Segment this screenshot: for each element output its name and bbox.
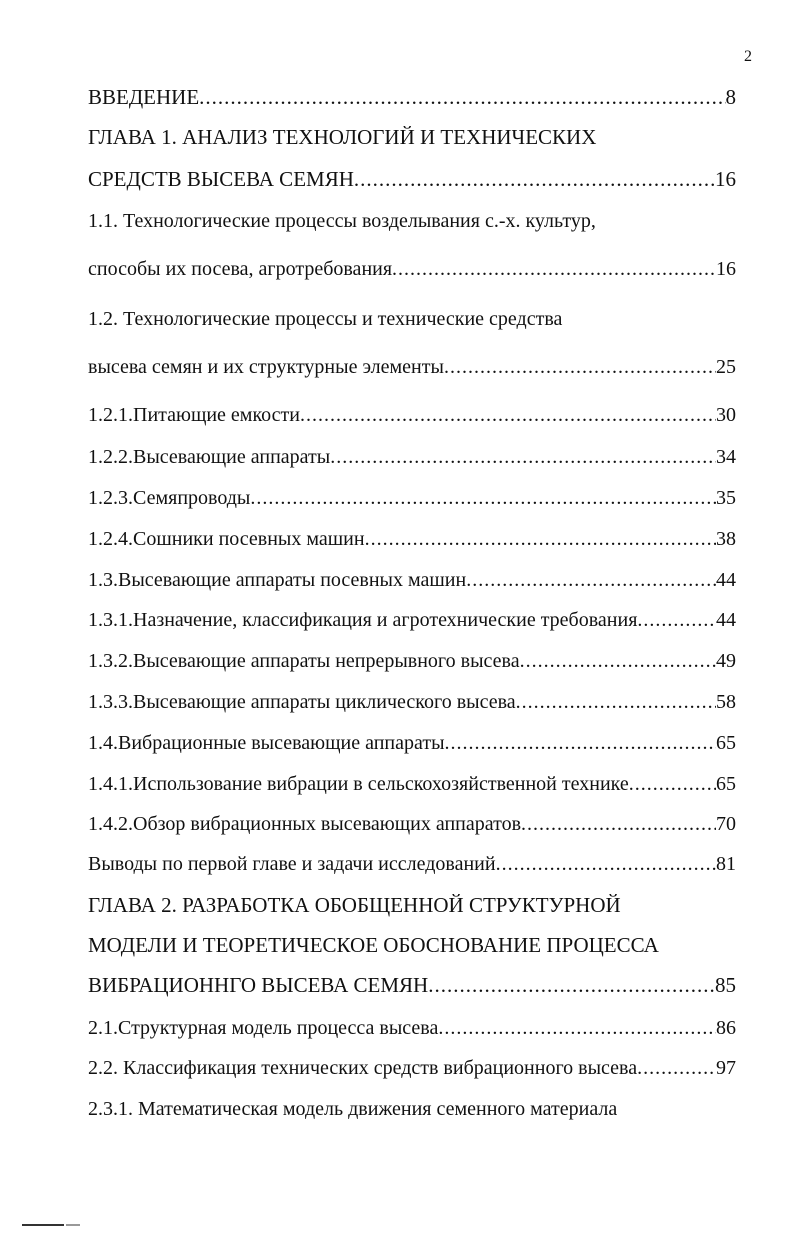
toc-entry xyxy=(88,892,736,918)
toc-entry-page: 86 xyxy=(716,1017,736,1039)
toc-entry xyxy=(88,208,736,234)
dot-leader xyxy=(428,972,715,998)
dot-leader xyxy=(637,607,716,633)
toc-entry xyxy=(88,485,736,511)
toc-entry-page: 44 xyxy=(716,609,736,631)
dot-leader xyxy=(330,444,716,470)
dot-leader xyxy=(516,689,716,715)
toc-entry-page: 65 xyxy=(716,732,736,754)
dot-leader xyxy=(250,485,716,511)
toc-entry-page: 16 xyxy=(715,167,736,191)
toc-entry-page: 58 xyxy=(716,691,736,713)
toc-entry-title: 1.4.Вибрационные высевающие аппараты xyxy=(88,732,445,754)
toc-entry xyxy=(88,648,736,674)
footer-rule-fragment xyxy=(66,1224,80,1226)
toc-entry xyxy=(88,851,736,877)
toc-entry-title: 1.4.2.Обзор вибрационных высевающих аппаратов xyxy=(88,813,522,835)
toc-entry-title: ГЛАВА 2. РАЗРАБОТКА ОБОБЩЕННОЙ СТРУКТУРНОЙ xyxy=(88,893,621,917)
dot-leader xyxy=(300,402,716,428)
toc-entry xyxy=(88,444,736,470)
toc-entry xyxy=(88,730,736,756)
toc-entry-title: 1.3.2.Высевающие аппараты непрерывного высева xyxy=(88,650,520,672)
toc-entry xyxy=(88,526,736,552)
dot-leader xyxy=(392,256,716,282)
dot-leader xyxy=(365,526,716,552)
toc-entry xyxy=(88,402,736,428)
toc-entry xyxy=(88,771,736,797)
toc-entry-title: 1.3.Высевающие аппараты посевных машин xyxy=(88,569,467,591)
toc-entry-title: 1.3.1.Назначение, классификация и агротехнические требования xyxy=(88,609,638,631)
toc-entry xyxy=(88,166,736,192)
toc-entry xyxy=(88,124,736,150)
dot-leader xyxy=(444,354,716,380)
dot-leader xyxy=(637,1055,716,1081)
toc-entry xyxy=(88,256,736,282)
toc-entry xyxy=(88,1055,736,1081)
toc-entry-title: ВВЕДЕНИЕ xyxy=(88,85,200,109)
dot-leader xyxy=(199,84,725,110)
toc-entry-page: 30 xyxy=(716,404,736,426)
toc-entry-title: 1.4.1.Использование вибрации в сельскохозяйственной технике xyxy=(88,773,629,795)
dot-leader xyxy=(521,811,716,837)
toc-entry-page: 34 xyxy=(716,446,736,468)
toc-entry-page: 44 xyxy=(716,569,736,591)
dot-leader xyxy=(445,730,716,756)
table-of-contents xyxy=(88,0,736,1241)
footer-rule xyxy=(22,1224,64,1226)
dot-leader xyxy=(354,166,715,192)
dot-leader xyxy=(496,851,716,877)
toc-entry-page: 35 xyxy=(716,487,736,509)
dot-leader xyxy=(520,648,716,674)
toc-entry-title: способы их посева, агротребования xyxy=(88,258,393,280)
toc-entry-page: 81 xyxy=(716,853,736,875)
toc-entry xyxy=(88,354,736,380)
toc-entry-page: 38 xyxy=(716,528,736,550)
toc-entry-page: 97 xyxy=(716,1057,736,1079)
dot-leader xyxy=(629,771,716,797)
toc-entry-title: ГЛАВА 1. АНАЛИЗ ТЕХНОЛОГИЙ И ТЕХНИЧЕСКИХ xyxy=(88,125,597,149)
toc-entry-page: 70 xyxy=(716,813,736,835)
toc-entry xyxy=(88,607,736,633)
toc-entry xyxy=(88,972,736,998)
toc-entry-title: СРЕДСТВ ВЫСЕВА СЕМЯН xyxy=(88,167,354,191)
dot-leader xyxy=(466,567,716,593)
toc-entry-title: ВИБРАЦИОННГО ВЫСЕВА СЕМЯН xyxy=(88,973,429,997)
page-number: 2 xyxy=(744,48,752,65)
toc-entry xyxy=(88,811,736,837)
toc-entry-page: 49 xyxy=(716,650,736,672)
toc-entry-page: 65 xyxy=(716,773,736,795)
dot-leader xyxy=(438,1015,716,1041)
toc-entry-title: 1.2.2.Высевающие аппараты xyxy=(88,446,331,468)
toc-entry xyxy=(88,1096,736,1122)
toc-entry xyxy=(88,567,736,593)
toc-entry xyxy=(88,306,736,332)
toc-entry-title: 1.2.3.Семяпроводы xyxy=(88,487,251,509)
toc-entry xyxy=(88,932,736,958)
toc-entry xyxy=(88,84,736,110)
toc-entry-title: 2.1.Структурная модель процесса высева xyxy=(88,1017,439,1039)
toc-entry-title: 1.2. Технологические процессы и технические средства xyxy=(88,308,563,330)
toc-entry xyxy=(88,689,736,715)
toc-entry-page: 16 xyxy=(716,258,736,280)
toc-entry-title: 1.1. Технологические процессы возделывания с.-х. культур, xyxy=(88,210,596,232)
toc-entry-title: 1.2.1.Питающие емкости xyxy=(88,404,300,426)
toc-entry-page: 8 xyxy=(725,85,736,109)
toc-entry-title: высева семян и их структурные элементы xyxy=(88,356,444,378)
toc-entry-title: 1.3.3.Высевающие аппараты циклического высева xyxy=(88,691,516,713)
toc-entry-title: 1.2.4.Сошники посевных машин xyxy=(88,528,365,550)
toc-entry-title: 2.2. Классификация технических средств вибрационного высева xyxy=(88,1057,638,1079)
toc-entry-title: МОДЕЛИ И ТЕОРЕТИЧЕСКОЕ ОБОСНОВАНИЕ ПРОЦЕССА xyxy=(88,933,659,957)
toc-entry xyxy=(88,1015,736,1041)
toc-entry-title: 2.3.1. Математическая модель движения семенного материала xyxy=(88,1098,618,1120)
toc-entry-page: 25 xyxy=(716,356,736,378)
toc-entry-title: Выводы по первой главе и задачи исследований xyxy=(88,853,496,875)
toc-entry-page: 85 xyxy=(715,973,736,997)
